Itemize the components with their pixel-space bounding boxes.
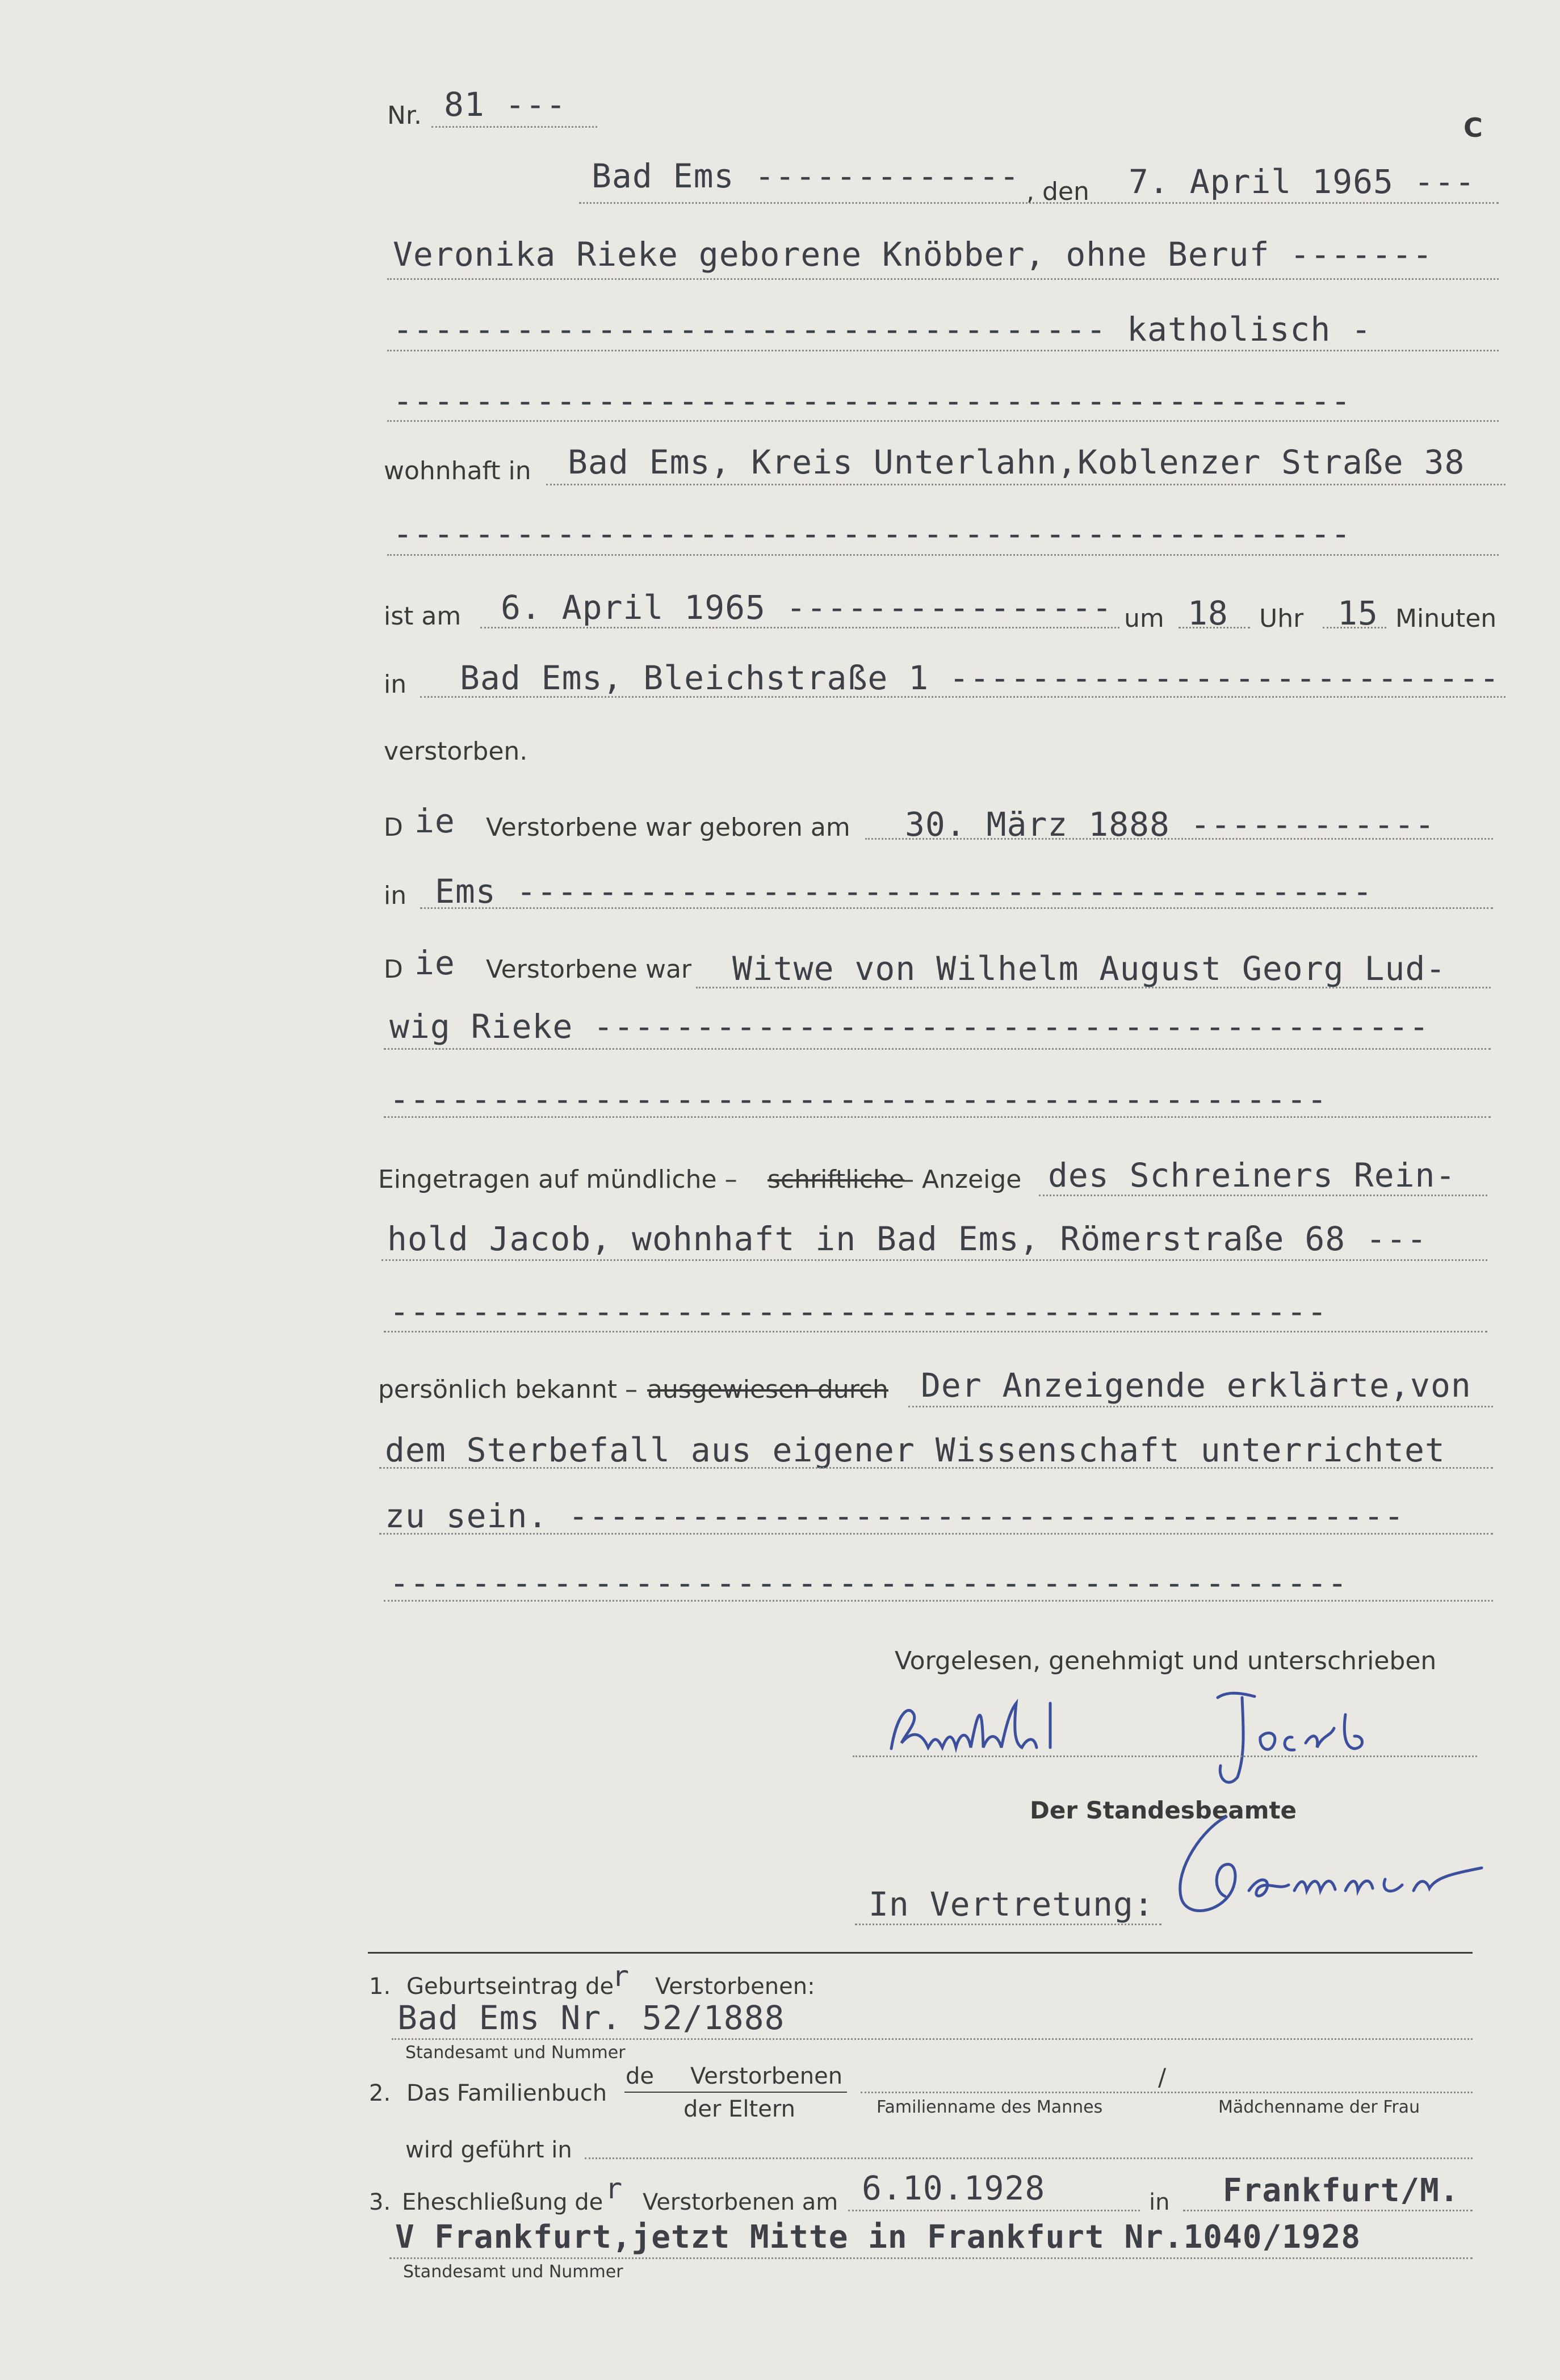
death-place: Bad Ems, Bleichstraße 1 --------------------------- — [460, 659, 1500, 697]
official-signature-line — [855, 1924, 1161, 1925]
item3-suffix: r — [605, 2172, 623, 2205]
name-dotted-line2 — [387, 350, 1499, 351]
item3-date-dotted-line — [848, 2210, 1140, 2211]
item3-place: Frankfurt/M. — [1223, 2172, 1460, 2209]
item3-label: Eheschließung de — [402, 2189, 603, 2215]
item2-number: 2. — [369, 2080, 391, 2106]
birth-date-dotted-line — [865, 838, 1493, 840]
statement-line3: zu sein. ----------------------------------------- — [385, 1497, 1404, 1535]
item3-dotted-line — [389, 2257, 1473, 2259]
item3-value: V Frankfurt,jetzt Mitte in Frankfurt Nr.1040/1928 — [395, 2219, 1361, 2256]
address-dotted-line2 — [387, 554, 1499, 556]
status-dotted-line1 — [696, 987, 1491, 988]
informant-line3: ---------------------------------------------- — [389, 1292, 1328, 1331]
birth-place: Ems ------------------------------------------ — [435, 872, 1373, 911]
item2-slash: / — [1158, 2063, 1167, 2091]
item2-wird-dotted-line — [585, 2157, 1473, 2159]
footer-rule — [368, 1952, 1473, 1954]
item2-option1-prefix: de — [626, 2063, 654, 2089]
death-date-dotted-line — [480, 627, 1119, 628]
birth-label: Verstorbene war geboren am — [486, 813, 850, 842]
address-dotted-line1 — [546, 484, 1506, 485]
item1-label-b: Verstorbenen: — [655, 1973, 815, 2000]
deceased-name-line2: ----------------------------------- katholisch - — [393, 310, 1372, 349]
status-d-suffix: ie — [414, 944, 455, 982]
bekannt-label: persönlich bekannt – — [378, 1375, 638, 1404]
item1-label: Geburtseintrag de — [406, 1973, 614, 2000]
vorgelesen-text: Vorgelesen, genehmigt und unterschrieben — [895, 1646, 1437, 1675]
informant-signature — [886, 1681, 1465, 1794]
name-dotted-line1 — [387, 278, 1499, 280]
status-dotted-line2 — [384, 1048, 1491, 1050]
item1-number: 1. — [369, 1973, 391, 2000]
nr-value: 81 --- — [444, 85, 567, 124]
item2-caption-wife: Mädchenname der Frau — [1218, 2097, 1420, 2117]
death-in-label: in — [384, 670, 407, 699]
birth-d-suffix: ie — [414, 802, 455, 840]
statement-line2: dem Sterbefall aus eigener Wissenschaft unterrichtet — [385, 1431, 1445, 1469]
death-date: 6. April 1965 ---------------- — [501, 588, 1113, 627]
vertretung-label: In Vertretung: — [869, 1885, 1154, 1924]
status-dotted-line3 — [384, 1116, 1491, 1118]
eingetragen-label: Eingetragen auf mündliche – — [378, 1165, 737, 1194]
deceased-address: Bad Ems, Kreis Unterlahn,Koblenzer Straße 38 — [568, 443, 1465, 481]
header-place: Bad Ems ------------- — [592, 157, 1020, 195]
verstorben-label: verstorben. — [384, 737, 528, 766]
informant-dotted-line3 — [384, 1331, 1487, 1333]
minute-dotted-line — [1323, 627, 1386, 628]
birth-place-dotted-line — [420, 907, 1493, 909]
statement-dotted-line2 — [379, 1467, 1493, 1469]
item1-caption: Standesamt und Nummer — [405, 2043, 626, 2063]
official-signature — [1158, 1805, 1499, 1930]
item2-wird-label: wird geführt in — [405, 2137, 572, 2163]
nr-label: Nr. — [387, 101, 422, 130]
ist-am-label: ist am — [384, 602, 462, 631]
header-dotted-line — [579, 202, 1499, 204]
nr-dotted-line — [431, 126, 597, 128]
corner-mark: C — [1463, 112, 1483, 143]
statement-dotted-line4 — [384, 1600, 1493, 1602]
header-date: 7. April 1965 --- — [1129, 162, 1475, 201]
birth-d-label: D — [384, 813, 403, 842]
statement-line4: ----------------------------------------------- — [389, 1564, 1348, 1602]
item2-dotted-line — [861, 2092, 1473, 2093]
item1-value: Bad Ems Nr. 52/1888 — [397, 1998, 785, 2037]
informant-line1: des Schreiners Rein- — [1048, 1156, 1456, 1195]
item1-dotted-line — [392, 2038, 1473, 2040]
item3-number: 3. — [369, 2189, 391, 2215]
status-label: Verstorbene war — [486, 955, 692, 984]
status-line3: ---------------------------------------------- — [389, 1080, 1328, 1118]
wohnhaft-label: wohnhaft in — [384, 456, 531, 485]
uhr-label: Uhr — [1259, 604, 1304, 633]
item2-fraction-line — [624, 2092, 847, 2093]
anzeige-label: – Anzeige — [901, 1165, 1022, 1194]
deceased-name-line3: ----------------------------------------------- — [393, 382, 1352, 420]
statement-dotted-line1 — [908, 1406, 1493, 1407]
informant-signature-line — [853, 1755, 1477, 1757]
minuten-label: Minuten — [1395, 604, 1497, 633]
item2-label: Das Familienbuch — [406, 2080, 607, 2106]
item3-caption: Standesamt und Nummer — [403, 2262, 623, 2282]
deceased-address-line2: ----------------------------------------------- — [393, 514, 1352, 553]
item2-caption-husband: Familienname des Mannes — [877, 2097, 1103, 2117]
item2-option1: Verstorbenen — [690, 2063, 843, 2089]
item3-date: 6.10.1928 — [862, 2169, 1046, 2207]
birth-in-label: in — [384, 881, 407, 910]
statement-dotted-line3 — [379, 1533, 1493, 1535]
hour-dotted-line — [1179, 627, 1250, 628]
name-dotted-line3 — [387, 420, 1499, 422]
status-d-label: D — [384, 955, 403, 984]
item3-place-dotted-line — [1183, 2210, 1473, 2211]
status-line2: wig Rieke ----------------------------------------- — [389, 1007, 1429, 1046]
informant-dotted-line1 — [1039, 1195, 1487, 1196]
statement-line1: Der Anzeigende erklärte,von — [921, 1366, 1471, 1405]
item2-option2: der Eltern — [683, 2096, 795, 2122]
informant-dotted-line2 — [381, 1259, 1487, 1261]
schriftliche-struck: schriftliche — [768, 1165, 904, 1194]
status-line1: Witwe von Wilhelm August Georg Lud- — [732, 949, 1446, 988]
death-place-dotted-line — [420, 696, 1506, 698]
deceased-name-line1: Veronika Rieke geborene Knöbber, ohne Beruf ------- — [393, 235, 1433, 274]
item3-in-label: in — [1149, 2189, 1170, 2215]
birth-date: 30. März 1888 ------------ — [905, 805, 1435, 844]
item1-suffix: r — [612, 1960, 630, 1993]
ausgewiesen-struck: ausgewiesen durch — [647, 1375, 888, 1404]
um-label: um — [1124, 604, 1164, 633]
informant-line2: hold Jacob, wohnhaft in Bad Ems, Römerstraße 68 --- — [387, 1220, 1427, 1258]
standesbeamte-label: Der Standesbeamte — [1030, 1796, 1297, 1824]
death-hour: 18 — [1188, 594, 1228, 632]
death-minute: 15 — [1337, 594, 1378, 632]
den-label: , den — [1026, 177, 1089, 206]
item3-label-b: Verstorbenen am — [643, 2189, 838, 2215]
